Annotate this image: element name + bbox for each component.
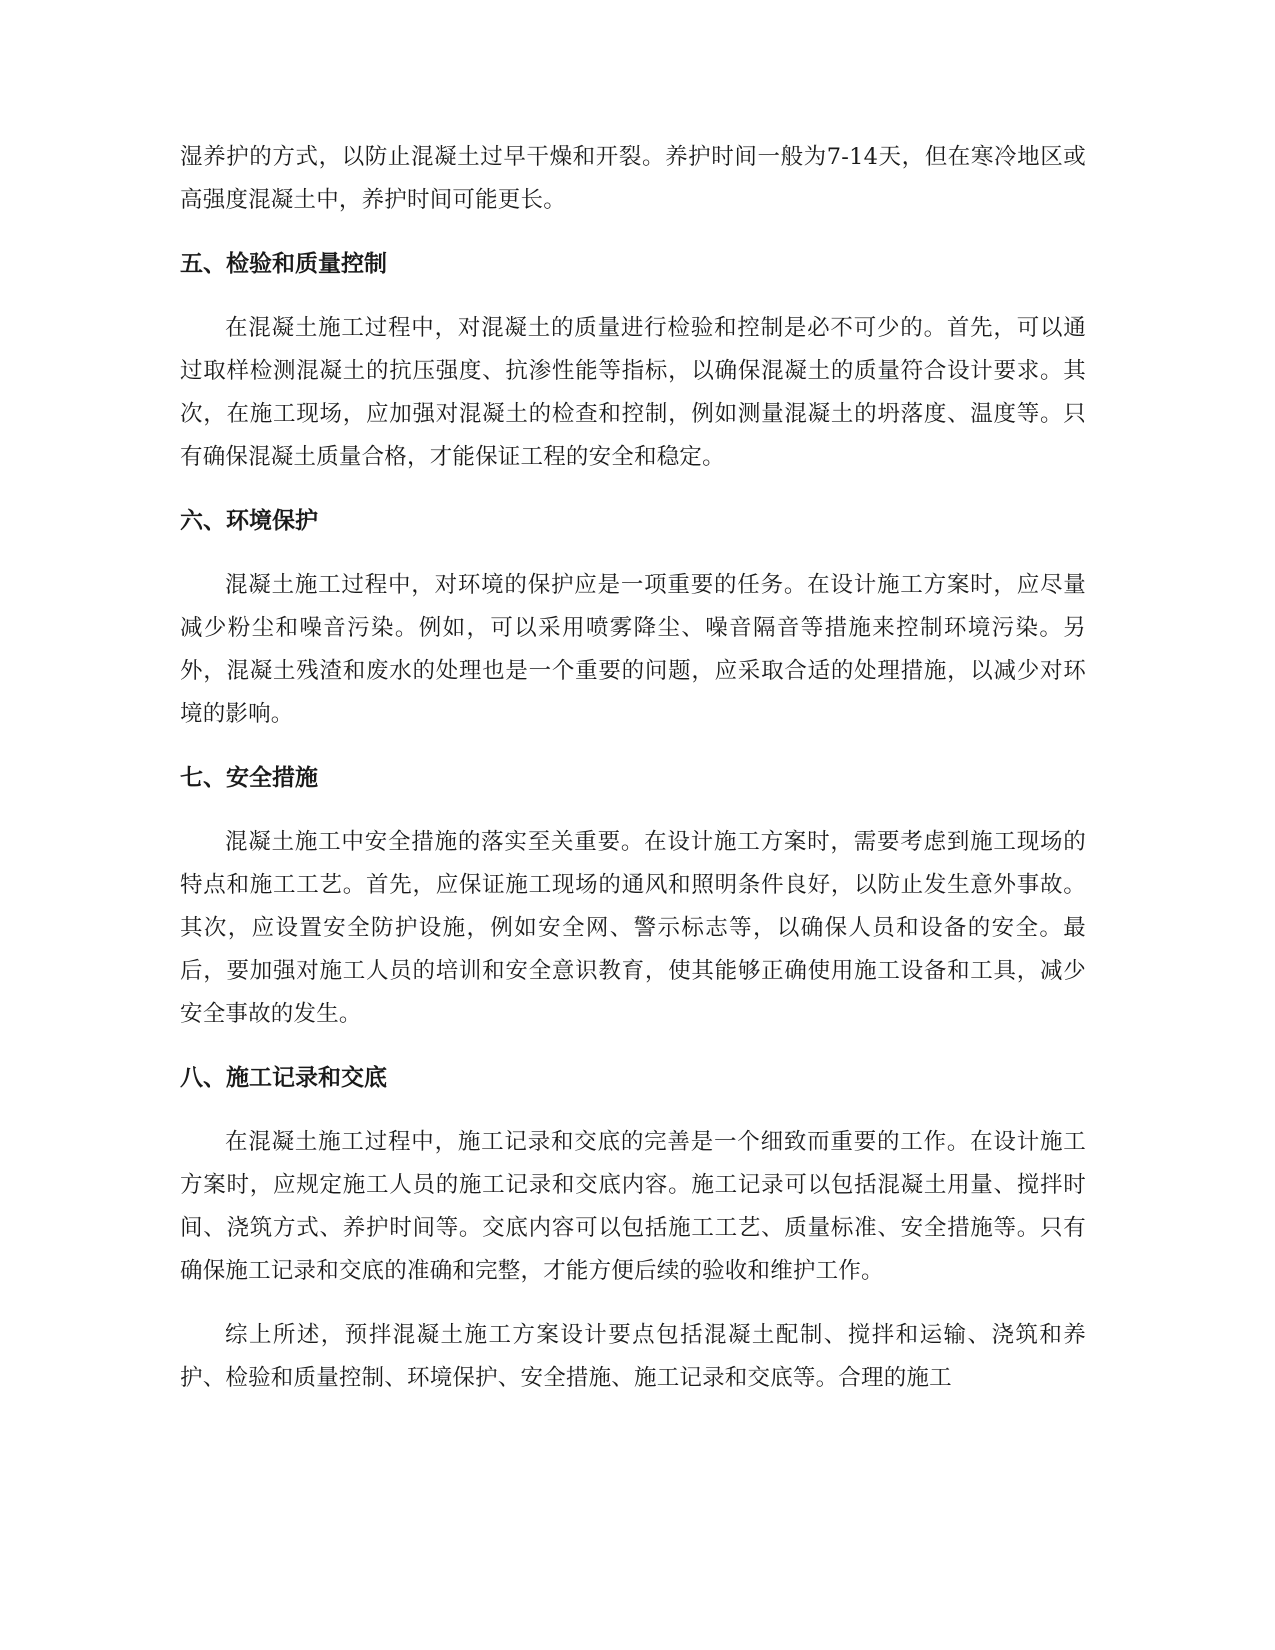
section-heading-environment: 六、环境保护 xyxy=(180,508,318,534)
section-heading-inspection: 五、检验和质量控制 xyxy=(180,251,387,277)
section-body-environment: 混凝土施工过程中，对环境的保护应是一项重要的任务。在设计施工方案时，应尽量减少粉尘和噪音污染。例如，可以采用喷雾降尘、噪音隔音等措施来控制环境污染。另外，混凝土残渣和废水的处理也是一个重要的问题，应采取合适的处理措施，以减少对环境的影响。 xyxy=(180,572,1086,727)
summary-paragraph: 综上所述，预拌混凝土施工方案设计要点包括混凝土配制、搅拌和运输、浇筑和养护、检验和质量控制、环境保护、安全措施、施工记录和交底等。合理的施工 xyxy=(180,1322,1086,1391)
section-heading-records: 八、施工记录和交底 xyxy=(180,1065,387,1091)
continued-paragraph: 湿养护的方式，以防止混凝土过早干燥和开裂。养护时间一般为7-14天，但在寒冷地区或高强度混凝土中，养护时间可能更长。 xyxy=(180,144,1086,213)
document-page xyxy=(180,136,1086,1400)
section-body-safety: 混凝土施工中安全措施的落实至关重要。在设计施工方案时，需要考虑到施工现场的特点和施工工艺。首先，应保证施工现场的通风和照明条件良好，以防止发生意外事故。其次，应设置安全防护设施，例如安全网、警示标志等，以确保人员和设备的安全。最后，要加强对施工人员的培训和安全意识教育，使其能够正确使用施工设备和工具，减少安全事故的发生。 xyxy=(180,829,1086,1027)
section-heading-safety: 七、安全措施 xyxy=(180,765,318,791)
section-body-inspection: 在混凝土施工过程中，对混凝土的质量进行检验和控制是必不可少的。首先，可以通过取样检测混凝土的抗压强度、抗渗性能等指标，以确保混凝土的质量符合设计要求。其次，在施工现场，应加强对混凝土的检查和控制，例如测量混凝土的坍落度、温度等。只有确保混凝土质量合格，才能保证工程的安全和稳定。 xyxy=(180,315,1086,470)
section-body-records: 在混凝土施工过程中，施工记录和交底的完善是一个细致而重要的工作。在设计施工方案时，应规定施工人员的施工记录和交底内容。施工记录可以包括混凝土用量、搅拌时间、浇筑方式、养护时间等。交底内容可以包括施工工艺、质量标准、安全措施等。只有确保施工记录和交底的准确和完整，才能方便后续的验收和维护工作。 xyxy=(180,1129,1086,1284)
